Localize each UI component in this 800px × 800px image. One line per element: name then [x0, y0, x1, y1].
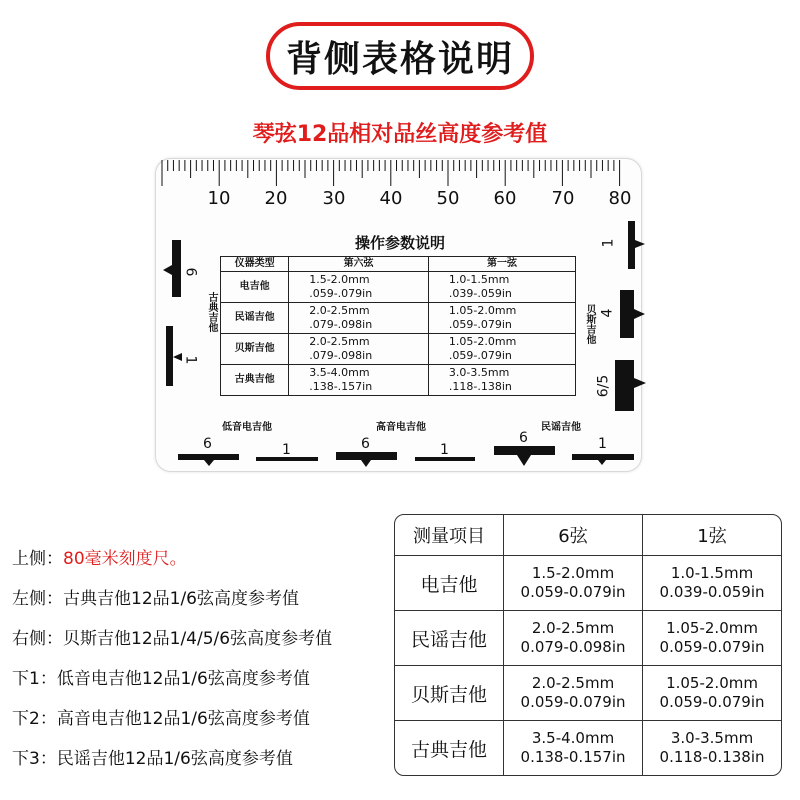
right-gauge-6-5-tip: [634, 378, 646, 388]
bottom-gauge-2-6: [336, 452, 397, 460]
bottom-gauge-1-6: [178, 454, 239, 460]
ruler-number: 70: [551, 188, 575, 209]
card-table-header: 第一弦: [428, 257, 575, 272]
value-in: .079-.098in: [309, 318, 373, 331]
value-in: .079-.098in: [309, 349, 373, 362]
value-mm: 2.0-2.5mm: [531, 619, 615, 637]
description-line: [12, 664, 310, 689]
left-gauge-1: [166, 326, 173, 386]
instrument-name: 贝斯吉他: [221, 334, 289, 365]
instrument-name: 电吉他: [395, 556, 504, 611]
description-text: 贝斯吉他12品1/4/5/6弦高度参考值: [63, 629, 333, 649]
right-gauge-1-tip: [635, 240, 645, 248]
right-gauge-4: [620, 290, 634, 338]
ruler-number: 40: [379, 188, 403, 209]
right-side-label: 贝斯吉他: [584, 304, 595, 344]
value-mm: 1.05-2.0mm: [666, 674, 758, 692]
value-mm: 1.0-1.5mm: [670, 564, 754, 582]
value-in: 0.138-0.157in: [520, 748, 626, 766]
bottom-gauge-3-1-tip: [598, 460, 606, 465]
description-line: [12, 704, 310, 729]
right-gauge-number: 1: [600, 238, 617, 248]
table-row: [395, 556, 781, 611]
description-prefix: 右侧：: [12, 629, 63, 649]
bottom-gauge-number: 1: [440, 442, 449, 458]
value-mm: 3.0-3.5mm: [448, 366, 510, 379]
right-gauge-number: 4: [599, 308, 616, 318]
bottom-gauge-1-6-tip: [204, 460, 214, 466]
bottom-gauge-3-1: [572, 454, 634, 460]
value-in: .059-.079in: [448, 349, 512, 362]
value-in: 0.118-0.138in: [659, 748, 765, 766]
value-in: 0.079-0.098in: [520, 638, 626, 656]
bottom-gauge-3-6: [494, 446, 555, 455]
value-in: .138-.157in: [309, 380, 373, 393]
ruler-number: 60: [493, 188, 517, 209]
reference-table-header: 1弦: [643, 515, 781, 556]
value-mm: 3.5-4.0mm: [531, 729, 615, 747]
right-gauge-number: 6/5: [595, 374, 612, 398]
card-table-header: 仪器类型: [221, 257, 289, 272]
card-table-header: 第六弦: [289, 257, 429, 272]
instrument-name: 民谣吉他: [395, 611, 504, 666]
right-gauge-6-5: [615, 360, 634, 411]
value-mm: 2.0-2.5mm: [309, 304, 370, 317]
bottom-gauge-2-6-tip: [361, 460, 371, 467]
value-mm: 2.0-2.5mm: [309, 335, 370, 348]
left-gauge-6: [172, 240, 181, 297]
instrument-name: 电吉他: [221, 272, 289, 303]
value-mm: 1.05-2.0mm: [448, 304, 517, 317]
bottom-gauge-number: 6: [361, 436, 370, 452]
value-mm: 1.5-2.0mm: [309, 273, 370, 286]
value-mm: 1.05-2.0mm: [448, 335, 517, 348]
bottom-gauge-number: 1: [598, 436, 607, 452]
value-mm: 1.05-2.0mm: [666, 619, 758, 637]
left-gauge-1-tip: [173, 353, 182, 361]
description-prefix: 下2：: [12, 709, 57, 729]
bottom-label: 高音电吉他: [376, 422, 426, 433]
value-in: 0.039-0.059in: [659, 583, 765, 601]
value-mm: 3.5-4.0mm: [309, 366, 370, 379]
value-mm: 3.0-3.5mm: [670, 729, 754, 747]
value-in: 0.059-0.079in: [520, 693, 626, 711]
description-prefix: 下1：: [12, 669, 57, 689]
value-in: .118-.138in: [448, 380, 512, 393]
value-in: .059-.079in: [309, 287, 373, 300]
description-line: [12, 544, 187, 569]
description-text: 高音电吉他12品1/6弦高度参考值: [56, 709, 310, 729]
left-gauge-number: 6: [182, 267, 199, 277]
value-in: .059-.079in: [448, 318, 512, 331]
ruler-number: 10: [207, 188, 231, 209]
description-prefix: 上侧：: [12, 549, 63, 569]
description-text: 古典吉他12品1/6弦高度参考值: [63, 589, 299, 609]
description-line: [12, 624, 332, 649]
description-prefix: 左侧：: [12, 589, 63, 609]
reference-table-header: 6弦: [504, 515, 643, 556]
table-row: [395, 666, 781, 721]
reference-table-header: 测量项目: [395, 515, 504, 556]
value-mm: 1.5-2.0mm: [531, 564, 615, 582]
description-text: 低音电吉他12品1/6弦高度参考值: [56, 669, 310, 689]
left-gauge-6-tip: [163, 265, 172, 275]
bottom-label: 民谣吉他: [541, 422, 581, 433]
bottom-gauge-number: 6: [519, 430, 528, 446]
bottom-gauge-number: 1: [282, 442, 291, 458]
description-text: 80毫米刻度尺。: [63, 549, 187, 569]
value-in: .039-.059in: [448, 287, 512, 300]
value-in: 0.059-0.079in: [520, 583, 626, 601]
ruler-number: 50: [436, 188, 460, 209]
right-gauge-4-tip: [634, 309, 645, 319]
value-in: 0.059-0.079in: [659, 638, 765, 656]
description-prefix: 下3：: [12, 749, 57, 769]
page-subtitle: 琴弦12品相对品丝高度参考值: [252, 122, 548, 147]
page-title: 背侧表格说明: [266, 22, 534, 90]
ruler-number: 80: [608, 188, 632, 209]
left-side-label: 古典吉他: [206, 292, 217, 332]
description-line: [12, 584, 299, 609]
bottom-gauge-3-6-tip: [517, 455, 531, 466]
bottom-label: 低音电吉他: [222, 422, 272, 433]
description-text: 民谣吉他12品1/6弦高度参考值: [56, 749, 293, 769]
instrument-name: 贝斯吉他: [395, 666, 504, 721]
ruler-number: 20: [264, 188, 288, 209]
description-line: [12, 744, 293, 769]
instrument-name: 民谣吉他: [221, 303, 289, 334]
value-mm: 1.0-1.5mm: [448, 273, 510, 286]
card-table-title: 操作参数说明: [354, 234, 445, 252]
instrument-name: 古典吉他: [221, 365, 289, 396]
ruler-number: 30: [322, 188, 346, 209]
left-gauge-number: 1: [182, 355, 199, 365]
bottom-gauge-number: 6: [203, 436, 212, 452]
value-mm: 2.0-2.5mm: [531, 674, 615, 692]
instrument-name: 古典吉他: [395, 721, 504, 776]
table-row: [395, 611, 781, 666]
table-row: [395, 721, 781, 776]
value-in: 0.059-0.079in: [659, 693, 765, 711]
right-gauge-1: [628, 221, 635, 269]
reference-table: [394, 514, 782, 776]
